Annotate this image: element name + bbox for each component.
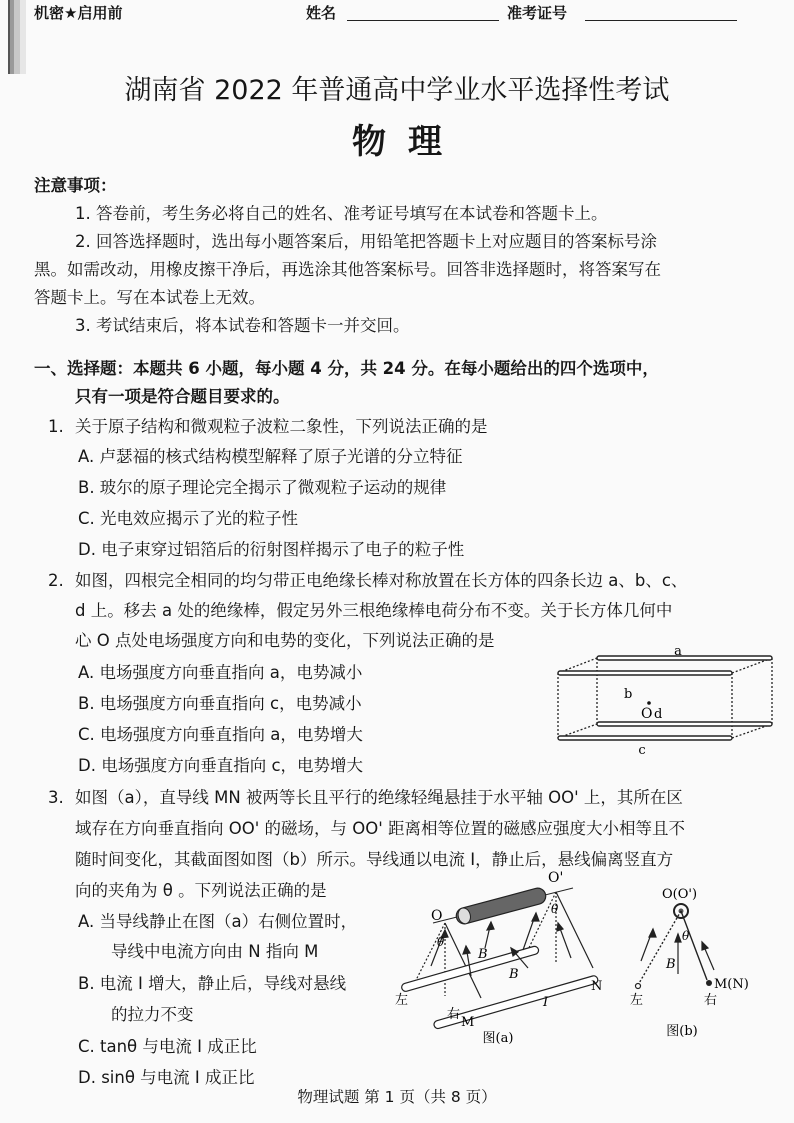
option-b: B. 玻尔的原子理论完全揭示了微观粒子运动的规律 (78, 478, 447, 497)
scan-edge-shadow (8, 0, 26, 74)
question-stem-cont: 向的夹角为 θ 。下列说法正确的是 (75, 881, 327, 900)
option-d: D. 电场强度方向垂直指向 c，电势增大 (78, 756, 364, 775)
label-theta: θ (682, 929, 690, 943)
label-c: c (638, 743, 646, 756)
option-a: A. 卢瑟福的核式结构模型解释了原子光谱的分立特征 (78, 447, 463, 466)
option-a-cont: 导线中电流方向由 N 指向 M (111, 942, 319, 961)
question-number: 2. (48, 571, 64, 590)
label-right: 右 (447, 1007, 461, 1022)
label-b: B (478, 947, 488, 962)
option-d: D. 电子束穿过铝箔后的衍射图样揭示了电子的粒子性 (78, 540, 465, 559)
label-b: B (509, 967, 519, 982)
note-item: 2. 回答选择题时，选出每小题答案后，用铅笔把答题卡上对应题目的答案标号涂 (75, 232, 657, 251)
exam-title: 湖南省 2022 年普通高中学业水平选择性考试 (124, 75, 670, 106)
label-theta: θ (551, 902, 559, 916)
label-d: d (654, 707, 663, 722)
label-a: a (674, 648, 682, 659)
label-mn: M(N) (714, 977, 749, 992)
note-item: 1. 答卷前，考生务必将自己的姓名、准考证号填写在本试卷和答题卡上。 (75, 204, 608, 223)
figure-b-caption: 图(b) (666, 1024, 698, 1039)
page-footer: 物理试题 第 1 页（共 8 页） (297, 1088, 497, 1106)
figure-a-caption: 图(a) (482, 1031, 514, 1046)
question-number: 1. (48, 417, 64, 436)
option-b-cont: 的拉力不变 (111, 1005, 194, 1024)
subject-title: 物理 (352, 122, 464, 162)
label-b: b (624, 687, 633, 702)
notes-heading: 注意事项： (34, 176, 117, 195)
label-right: 右 (704, 993, 718, 1008)
label-o: O (431, 908, 443, 924)
question-number: 3. (48, 788, 64, 807)
question-stem-cont: 随时间变化，其截面图如图（b）所示。导线通以电流 I，静止后，悬线偏离竖直方 (75, 850, 674, 869)
question-stem-cont: 心 O 点处电场强度方向和电势的变化，下列说法正确的是 (75, 631, 495, 650)
option-c: C. tanθ 与电流 I 成正比 (78, 1037, 257, 1056)
section-heading-cont: 只有一项是符合题目要求的。 (75, 387, 290, 406)
option-a: A. 电场强度方向垂直指向 a，电势减小 (78, 663, 363, 682)
question-stem-cont: 域存在方向垂直指向 OO' 的磁场，与 OO' 距离相等位置的磁感应强度大小相等且不 (75, 819, 686, 838)
note-item: 3. 考试结束后，将本试卷和答题卡一并交回。 (75, 316, 410, 335)
option-b: B. 电流 I 增大，静止后，导线对悬线 (78, 974, 347, 993)
option-a: A. 当导线静止在图（a）右侧位置时， (78, 912, 358, 931)
question-stem: 关于原子结构和微观粒子波粒二象性，下列说法正确的是 (75, 417, 488, 436)
label-o: O (641, 706, 653, 722)
label-theta: θ (437, 935, 445, 949)
option-b: B. 电场强度方向垂直指向 c，电势减小 (78, 694, 362, 713)
label-current: I (543, 995, 549, 1010)
note-item: 黑。如需改动，用橡皮擦干净后，再选涂其他答案标号。回答非选择题时，将答案写在 (34, 260, 661, 279)
option-d: D. sinθ 与电流 I 成正比 (78, 1068, 255, 1087)
label-axis: O(O') (662, 887, 698, 902)
cross-section-figure-b (612, 868, 792, 1046)
question-stem: 如图，四根完全相同的均匀带正电绝缘长棒对称放置在长方体的四条长边 a、b、c、 (75, 571, 688, 590)
section-heading: 一、选择题：本题共 6 小题，每小题 4 分，共 24 分。在每小题给出的四个选项中， (34, 359, 659, 378)
note-item: 答题卡上。写在本试卷上无效。 (34, 288, 265, 307)
label-m: M (461, 1015, 475, 1030)
label-n: N (591, 979, 603, 994)
question-stem-cont: d 上。移去 a 处的绝缘棒，假定另外三根绝缘棒电荷分布不变。关于长方体几何中 (75, 601, 673, 620)
label-left: 左 (630, 993, 644, 1008)
name-label: 姓名 (306, 4, 337, 22)
name-field[interactable] (347, 20, 499, 21)
cuboid-rods-figure (550, 648, 785, 756)
option-c: C. 光电效应揭示了光的粒子性 (78, 509, 299, 528)
option-c: C. 电场强度方向垂直指向 a，电势增大 (78, 725, 363, 744)
label-o-prime: O' (548, 870, 564, 886)
exam-id-label: 准考证号 (507, 4, 568, 22)
label-left: 左 (395, 993, 409, 1008)
exam-id-field[interactable] (585, 20, 737, 21)
question-stem: 如图（a），直导线 MN 被两等长且平行的绝缘轻绳悬挂于水平轴 OO' 上，其所在区 (75, 788, 683, 807)
wire-suspension-figure-a (393, 868, 618, 1046)
confidential-label: 机密★启用前 (34, 4, 123, 22)
label-b: B (666, 957, 676, 972)
